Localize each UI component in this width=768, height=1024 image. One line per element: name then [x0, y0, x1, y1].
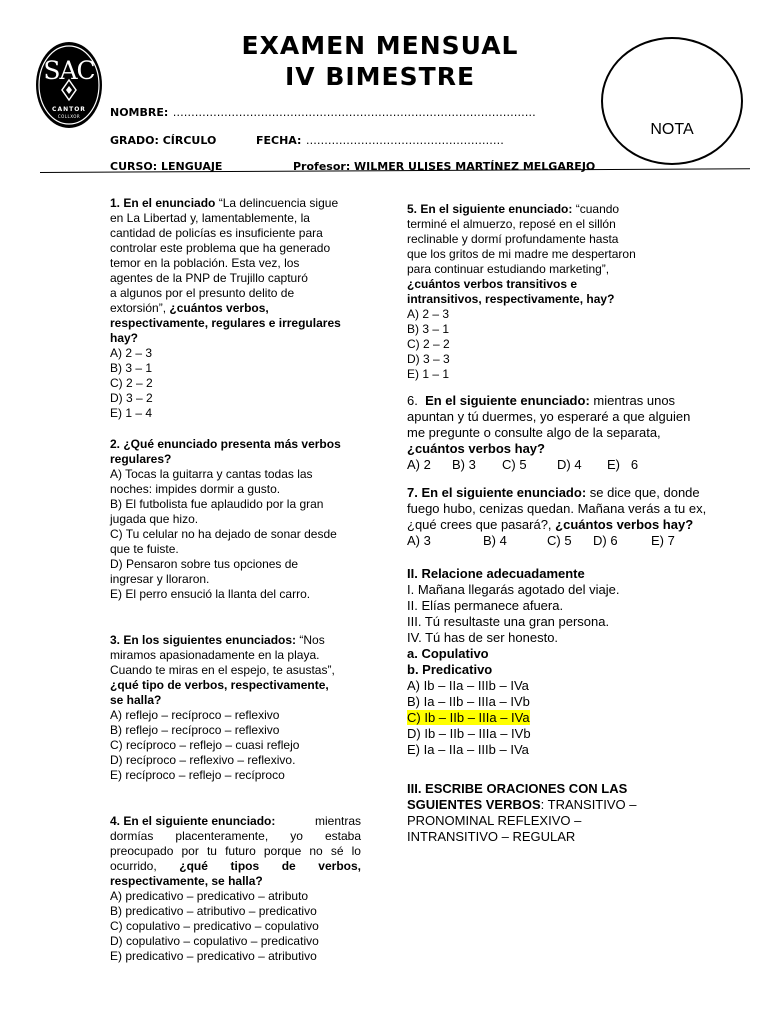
section-2-option[interactable]: D) Ib – IIb – IIIa – IVb	[407, 726, 531, 741]
q5-option[interactable]: E) 1 – 1	[407, 367, 450, 381]
curso-label: CURSO: LENGUAJE	[110, 160, 223, 173]
section-2-type: b. Predicativo	[407, 662, 493, 677]
q4-word: tu	[206, 844, 217, 858]
question-3	[110, 633, 362, 783]
q6-number: 6.	[407, 393, 418, 408]
section-2-title: II. Relacione adecuadamente	[407, 566, 585, 581]
fecha-row	[256, 131, 504, 149]
q6-line: mientras unos	[593, 393, 676, 408]
nombre-field[interactable]: ………………………………………………………………………………………	[172, 106, 536, 119]
q2-question: regulares?	[110, 452, 172, 466]
q1-question: respectivamente, regulares e irregulares	[110, 316, 341, 330]
profesor-row	[293, 157, 595, 175]
q1-option[interactable]: D) 3 – 2	[110, 391, 153, 405]
exam-subtitle: IV BIMESTRE	[284, 62, 476, 91]
q6-option[interactable]: E) 6	[607, 457, 639, 472]
q2-option-b[interactable]: B) El futbolista fue aplaudido por la gran	[110, 497, 324, 511]
section-2-option[interactable]: A) Ib – IIa – IIIb – IVa	[407, 678, 529, 693]
q2-option-c[interactable]: C) Tu celular no ha dejado de sonar desde	[110, 527, 337, 541]
q2-option-d[interactable]: ingresar y lloraron.	[110, 572, 210, 586]
q3-question: ¿qué tipo de verbos, respectivamente,	[110, 678, 329, 692]
q1-number: 1. En el enunciado	[110, 196, 216, 210]
q4-question-word: tipos	[230, 859, 260, 873]
q7-option[interactable]: A) 3	[407, 533, 431, 548]
q5-question: intransitivos, respectivamente, hay?	[407, 292, 615, 306]
q4-question-word: verbos,	[318, 859, 361, 873]
grado-label: GRADO: CÍRCULO	[110, 134, 217, 147]
q6-question: ¿cuántos verbos hay?	[407, 441, 545, 456]
q6-option[interactable]: A) 2	[407, 457, 431, 472]
q1-option[interactable]: E) 1 – 4	[110, 406, 153, 420]
q3-option[interactable]: E) recíproco – reflejo – recíproco	[110, 768, 285, 782]
q1-question: ¿cuántos verbos,	[169, 301, 269, 315]
q1-line: en La Libertad y, lamentablemente, la	[110, 211, 310, 225]
q7-line: se dice que, donde	[589, 485, 700, 500]
section-3-verbs: : TRANSITIVO –	[540, 797, 637, 812]
q4-option[interactable]: C) copulativo – predicativo – copulativo	[110, 919, 319, 933]
q4-word: ocurrido,	[110, 859, 157, 873]
q6-option[interactable]: D) 4	[557, 457, 582, 472]
q5-line: “cuando	[575, 202, 620, 216]
q5-number: 5. En el siguiente enunciado:	[407, 202, 573, 216]
q3-option[interactable]: A) reflejo – recíproco – reflexivo	[110, 708, 280, 722]
q6-line: me pregunte o consulte algo de la separata,	[407, 425, 661, 440]
profesor-label: Profesor: WILMER ULISES MARTÍNEZ MELGAREJO	[293, 160, 596, 173]
q4-word: por	[181, 844, 199, 858]
section-2-option[interactable]: B) Ia – IIb – IIIa – IVb	[407, 694, 530, 709]
q4-option[interactable]: E) predicativo – predicativo – atributivo	[110, 949, 317, 963]
q1-option[interactable]: A) 2 – 3	[110, 346, 153, 360]
q4-word: dormías	[110, 829, 154, 843]
q7-options	[407, 533, 752, 549]
q1-question: hay?	[110, 331, 139, 345]
q1-line: extorsión”,	[110, 301, 167, 315]
q4-question-word: de	[281, 859, 296, 873]
question-2	[110, 437, 362, 602]
section-3-verbs: PRONOMINAL REFLEXIVO –	[407, 813, 582, 828]
q1-line: controlar este problema que ha generado	[110, 241, 331, 255]
q4-option[interactable]: D) copulativo – copulativo – predicativo	[110, 934, 319, 948]
q4-word: yo	[290, 829, 303, 843]
section-3-title: SGUIENTES VERBOS	[407, 797, 541, 812]
section-2-option[interactable]: E) Ia – IIa – IIIb – IVa	[407, 742, 529, 757]
q5-option[interactable]: B) 3 – 1	[407, 322, 450, 336]
q4-number: 4. En el siguiente enunciado:	[110, 814, 276, 828]
q7-option[interactable]: D) 6	[593, 533, 618, 548]
q4-option[interactable]: B) predicativo – atributivo – predicativo	[110, 904, 317, 918]
nota-circle	[601, 37, 743, 165]
exam-title: EXAMEN MENSUAL	[241, 31, 519, 60]
section-3-verbs: INTRANSITIVO – REGULAR	[407, 829, 576, 844]
q7-question: ¿cuántos verbos hay?	[555, 517, 694, 532]
section-2-option-highlighted[interactable]: C) Ib – IIb – IIIa – IVa	[407, 710, 530, 725]
q4-word: futuro	[225, 844, 256, 858]
question-6	[407, 393, 747, 473]
nombre-label: NOMBRE:	[110, 106, 169, 119]
q7-option[interactable]: E) 7	[651, 533, 675, 548]
q4-question-word: ¿qué	[179, 859, 208, 873]
q2-option-d[interactable]: D) Pensaron sobre tus opciones de	[110, 557, 299, 571]
section-2-item: I. Mañana llegarás agotado del viaje.	[407, 582, 620, 597]
nombre-row	[110, 103, 536, 121]
section-2-type: a. Copulativo	[407, 646, 489, 661]
section-3-title: III. ESCRIBE ORACIONES CON LAS	[407, 781, 628, 796]
grado-row	[110, 131, 216, 149]
q5-option[interactable]: D) 3 – 3	[407, 352, 450, 366]
q2-option-c[interactable]: que te fuiste.	[110, 542, 179, 556]
q3-question: se halla?	[110, 693, 162, 707]
q5-option[interactable]: C) 2 – 2	[407, 337, 450, 351]
q2-option-b[interactable]: jugada que hizo.	[110, 512, 199, 526]
fecha-field[interactable]: ………………………………………………	[305, 134, 504, 147]
q3-option[interactable]: B) reflejo – recíproco – reflexivo	[110, 723, 280, 737]
section-2-item: IV. Tú has de ser honesto.	[407, 630, 559, 645]
logo-subtext-cantor: CANTOR	[52, 106, 86, 113]
q6-option[interactable]: B) 3	[452, 457, 476, 472]
q4-word: lo	[351, 844, 361, 858]
section-2-item: III. Tú resultaste una gran persona.	[407, 614, 610, 629]
section-2-item: II. Elías permanece afuera.	[407, 598, 564, 613]
question-1	[110, 196, 360, 421]
logo-letters: SAC	[43, 56, 95, 85]
q5-line: que los gritos de mi madre me despertaron	[407, 247, 636, 261]
nota-label: NOTA	[650, 121, 694, 138]
q1-option[interactable]: C) 2 – 2	[110, 376, 153, 390]
q7-line: fuego hubo, cenizas quedan. Mañana verás a tu ex,	[407, 501, 707, 516]
q1-line: temor en la población. Esta vez, los	[110, 256, 300, 270]
q6-line: apuntan y tú duermes, yo esperaré a que alguien	[407, 409, 691, 424]
logo-subtext-collxor: COLLXOR	[57, 114, 81, 119]
q4-word: placenteramente,	[175, 829, 269, 843]
q3-line: Cuando te miras en el espejo, te asustas”,	[110, 663, 335, 677]
q5-question: ¿cuántos verbos transitivos e	[407, 277, 578, 291]
section-3	[407, 781, 747, 845]
q1-line: “La delincuencia sigue	[218, 196, 339, 210]
q4-word: estaba	[324, 829, 361, 843]
q2-option-a[interactable]: A) Tocas la guitarra y cantas todas las	[110, 467, 313, 481]
section-2	[407, 566, 747, 758]
q3-option[interactable]: D) recíproco – reflexivo – reflexivo.	[110, 753, 296, 767]
q5-option[interactable]: A) 2 – 3	[407, 307, 450, 321]
q6-options	[407, 457, 747, 473]
q1-line: a algunos por el presunto delito de	[110, 286, 295, 300]
q5-line: terminé el almuerzo, reposé en el sillón	[407, 217, 616, 231]
q6-option[interactable]: C) 5	[502, 457, 527, 472]
q4-word: porque	[263, 844, 302, 858]
q1-line: agentes de la PNP de Trujillo capturó	[110, 271, 308, 285]
q3-option[interactable]: C) recíproco – reflejo – cuasi reflejo	[110, 738, 300, 752]
q7-option[interactable]: C) 5	[547, 533, 572, 548]
school-logo	[36, 42, 102, 128]
q7-line: ¿qué crees que pasará?,	[407, 517, 552, 532]
q2-question: 2. ¿Qué enunciado presenta más verbos	[110, 437, 341, 451]
q2-option-e[interactable]: E) El perro ensució la llanta del carro.	[110, 587, 311, 601]
q4-word: sé	[330, 844, 344, 858]
q7-option[interactable]: B) 4	[483, 533, 507, 548]
q5-line: reclinable y dormí profundamente hasta	[407, 232, 619, 246]
q1-option[interactable]: B) 3 – 1	[110, 361, 153, 375]
question-5	[407, 202, 677, 382]
question-4	[110, 814, 361, 964]
q3-number: 3. En los siguientes enunciados:	[110, 633, 297, 647]
q4-word: mientras	[314, 814, 361, 828]
q4-word: preocupado	[110, 844, 174, 858]
q6-label: En el siguiente enunciado:	[425, 393, 590, 408]
q3-line: “Nos	[299, 633, 325, 647]
q1-line: cantidad de policías es insuficiente para	[110, 226, 323, 240]
q2-option-a[interactable]: noches: impides dormir a gusto.	[110, 482, 281, 496]
q4-word: no	[309, 844, 323, 858]
q4-question: respectivamente, se halla?	[110, 874, 263, 888]
q7-label: 7. En el siguiente enunciado:	[407, 485, 587, 500]
q3-line: miramos apasionadamente en la playa.	[110, 648, 320, 662]
q5-line: para continuar estudiando marketing”,	[407, 262, 610, 276]
q4-option[interactable]: A) predicativo – predicativo – atributo	[110, 889, 309, 903]
question-7	[407, 485, 752, 549]
fecha-label: FECHA:	[256, 134, 302, 147]
